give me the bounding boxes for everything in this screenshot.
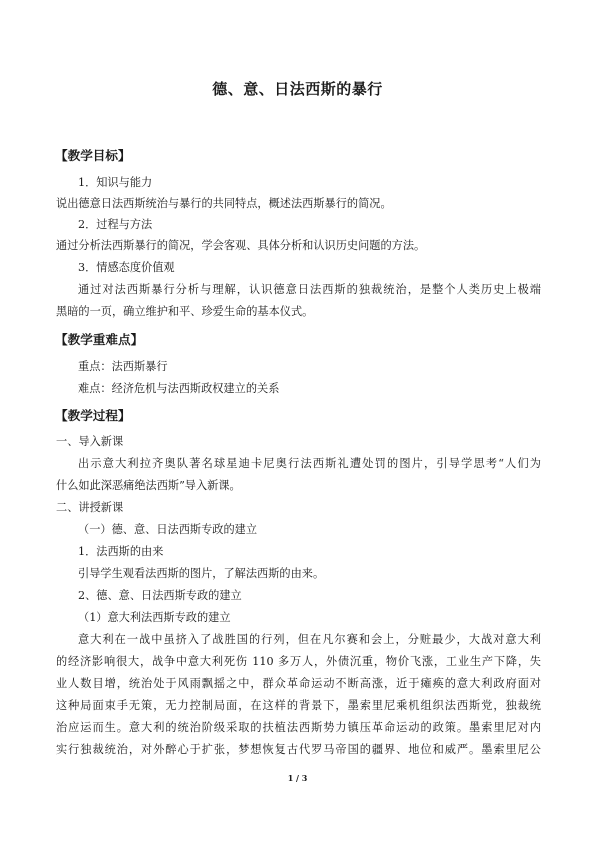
key-point-focus: 重点：法西斯暴行 <box>78 360 168 373</box>
goal-item2-text: 通过分析法西斯暴行的简况，学会客观、具体分析和认识历史问题的方法。 <box>56 239 426 252</box>
section-heading-process: 【教学过程】 <box>55 408 131 423</box>
process-sub1-item1-text: 引导学生观看法西斯的图片，了解法西斯的由来。 <box>78 567 325 580</box>
goal-item2-title: 2．过程与方法 <box>78 218 153 231</box>
process-part2-title: 二、讲授新课 <box>56 501 124 514</box>
paragraph-line1: 意大利在一战中虽挤入了战胜国的行列，但在凡尔赛和会上，分赃最少，大战对意大利 <box>78 633 541 646</box>
paragraph-line6: 实行独裁统治，对外醉心于扩张，梦想恢复古代罗马帝国的疆界、地位和威严。墨索里尼公 <box>56 743 541 756</box>
page-number: 1 / 3 <box>287 773 308 783</box>
goal-item3-text-line1: 通过对法西斯暴行分析与理解，认识德意日法西斯的独裁统治，是整个人类历史上极端 <box>78 283 541 296</box>
goal-item3-text-line2: 黑暗的一页，确立维护和平、珍爱生命的基本仪式。 <box>56 305 314 318</box>
paragraph-line2: 的经济影响很大，战争中意大利死伤 110 多万人，外债沉重，物价飞涨，工业生产下降，失 <box>56 655 541 668</box>
paragraph-line5: 治应运而生。意大利的统治阶级采取的扶植法西斯势力镇压革命运动的政策。墨索里尼对内 <box>56 721 541 734</box>
goal-item3-title: 3．情感态度价值观 <box>78 261 175 274</box>
paragraph-line4: 这种局面束手无策，无力控制局面，在这样的背景下，墨索里尼乘机组织法西斯党，独裁统 <box>56 699 541 712</box>
key-point-difficulty: 难点：经济危机与法西斯政权建立的关系 <box>78 382 280 395</box>
section-heading-goals: 【教学目标】 <box>55 148 131 163</box>
process-part1-text-line1: 出示意大利拉齐奥队著名球星迪卡尼奥行法西斯礼遭处罚的图片，引导学思考“人们为 <box>78 457 541 470</box>
document-title: 德、意、日法西斯的暴行 <box>212 80 383 98</box>
goal-item1-title: 1．知识与能力 <box>78 176 153 189</box>
paragraph-line3: 业人数目增，统治处于风雨飘摇之中，群众革命运动不断高涨，近于瘫痪的意大利政府面对 <box>56 677 541 690</box>
goal-item1-text: 说出德意日法西斯统治与暴行的共同特点，概述法西斯暴行的简况。 <box>56 197 392 210</box>
process-part1-title: 一、导入新课 <box>56 435 124 448</box>
process-sub1-title: （一）德、意、日法西斯专政的建立 <box>78 523 258 536</box>
process-sub1-item2-sub: （1）意大利法西斯专政的建立 <box>78 611 231 624</box>
process-part1-text-line2: 什么如此深恶痛绝法西斯”导入新课。 <box>56 479 241 492</box>
section-heading-key-points: 【教学重难点】 <box>55 332 144 347</box>
process-sub1-item2: 2、德、意、日法西斯专政的建立 <box>78 589 242 602</box>
process-sub1-item1: 1．法西斯的由来 <box>78 545 164 558</box>
